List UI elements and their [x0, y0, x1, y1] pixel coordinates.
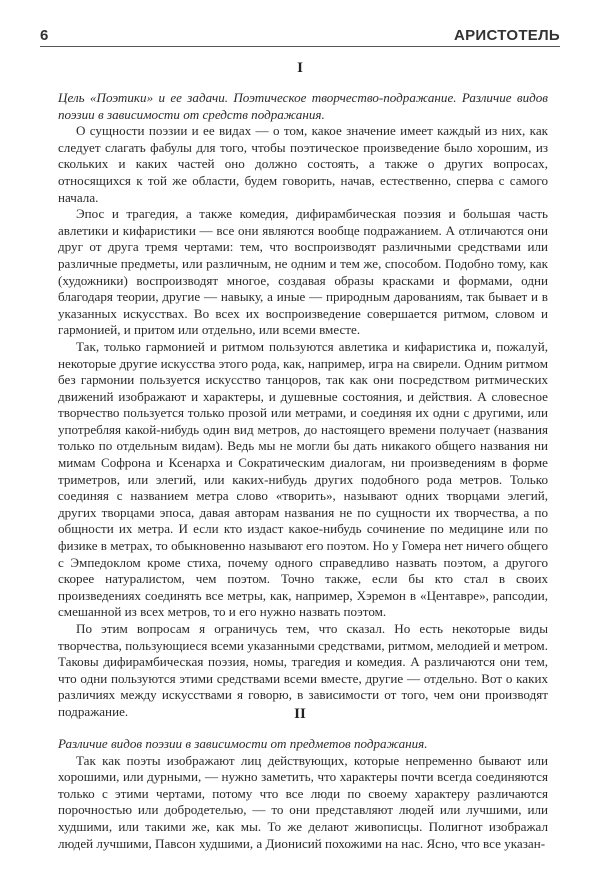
paragraph: Эпос и трагедия, а также комедия, дифирамбическая поэзия и большая часть авлетики и кифаристики — все они являются вообще подражанием. А отличаются они друг от друга тремя чертами: тем, что воспроизводят различными средствами или различные предметы, или различным, не одним и тем же, способом. Подобно тому, как (художники) воспроизводят многое, создавая образы красками и формами, одни благодаря теории, другие — навыку, а иные — природным дарованиям, так бывает и в указанных искусствах. Во всех их воспроизведение совершается ритмом, словом и гармонией, и притом или отдельно, или всеми вместе.	[58, 206, 548, 338]
running-title: АРИСТОТЕЛЬ	[453, 27, 560, 44]
chapter-number-1: I	[297, 60, 303, 76]
chapter-2-text	[58, 736, 548, 852]
chapter-1-lead: Цель «Поэтики» и ее задачи. Поэтическое творчество-подражание. Различие видов поэзии в зависимости от средств подражания.	[58, 90, 548, 122]
paragraph: Так, только гармонией и ритмом пользуются авлетика и кифаристика и, пожалуй, некоторые другие искусства этого рода, как, например, игра на свирели. Одним ритмом без гармонии пользуется искусство танцоров, так как они посредством ритмических движений изображают и характеры, и душевные состояния, и действия. А словесное творчество пользуется только прозой или метрами, и соединяя их одни с другими, или употребляя какой-нибудь один вид метров, до настоящего времени получает (названия только по отдельным видам). Ведь мы не могли бы дать никакого общего названия ни мимам Софрона и Ксенарха и Сократическим диалогам, ни произведениям в форме триметров, или элегий, или каких-нибудь других подобного рода метров. Только соединяя с названием метра слово «творить», называют одних творцами элегий, других творцами эпоса, давая авторам названия не по сущности их творчества, а по общности их метра. И если кто издаст какое-нибудь сочинение по медицине или по физике в метрах, то обыкновенно называют его поэтом. Но у Гомера нет ничего общего с Эмпедоклом кроме стиха, почему одного справедливо назвать поэтом, а другого скорее натуралистом, чем поэтом. Точно также, если бы кто стал в своих произведениях соединять все метры, как, например, Хэремон в «Центавре», рапсодии, смешанной из всех метров, то и его нужно назвать поэтом.	[58, 338, 548, 620]
chapter-1-text	[58, 90, 548, 721]
chapter-number-2: II	[294, 706, 306, 722]
paragraph: О сущности поэзии и ее видах — о том, какое значение имеет каждый из них, как следует слагать фабулы для того, чтобы поэтическое произведение было хорошим, из скольких и каких частей оно должно состоять, а также о других вопросах, относящихся к той же области, будем говорить, начав, естественно, сперва с самого начала.	[58, 123, 548, 205]
paragraph: По этим вопросам я ограничусь тем, что сказал. Но есть некоторые виды творчества, пользующиеся всеми указанными средствами, ритмом, мелодией и метром. Таковы дифирамбическая поэзия, номы, трагедия и комедия. А различаются они тем, что одни пользуются этими средствами всеми вместе, другие — отдельно. Вот о каких различиях между искусствами я говорю, в зависимости от того, чем они производят подражание.	[58, 621, 548, 719]
paragraph: Так как поэты изображают лиц действующих, которые непременно бывают или хорошими, или дурными, — нужно заметить, что характеры почти всегда соединяются только с этими чертами, потому что все люди по своему характеру различаются порочностью или добродетелью, — то они представляют людей или лучшими, или худшими, или такими же, как мы. То же делают живописцы. Полигнот изображал людей лучшими, Павсон худшими, а Дионисий похожими на нас. Ясно, что все указан-	[58, 752, 548, 851]
running-head	[40, 22, 560, 44]
page-number: 6	[40, 27, 49, 44]
header-rule	[40, 46, 560, 47]
chapter-2-lead: Различие видов поэзии в зависимости от предметов подражания.	[58, 736, 428, 751]
